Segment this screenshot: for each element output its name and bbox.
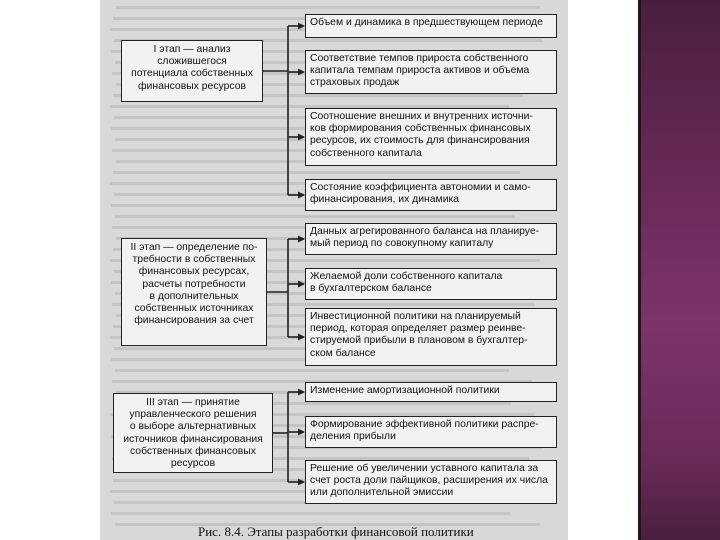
ghost-text-line	[113, 171, 520, 174]
factor-2-3: Инвестиционной политики на планируемый период, которая определяет размер реинве- стируемой прибыли в плановом в бухгалтер- ском балансе	[305, 308, 557, 366]
factor-3-2: Формирование эффективной политики распре- деления прибыли	[305, 416, 557, 448]
stage-2-box: II этап — определение по- требности в собственных финансовых ресурсах, расчеты потребности в дополнительных собственных источниках финансирования за счет	[121, 238, 267, 346]
decorative-side-strip	[638, 0, 720, 540]
factor-3-1: Изменение амортизационной политики	[305, 382, 557, 402]
figure-caption: Рис. 8.4. Этапы разработки финансовой политики	[198, 524, 474, 539]
stage-1-box: I этап — анализ сложившегося потенциала собственных финансовых ресурсов	[121, 40, 263, 102]
ghost-text-line	[115, 369, 509, 372]
stage-3-box: III этап — принятие управленческого решения о выборе альтернативных источников финансирования собственных финансовых ресурсов	[113, 393, 273, 473]
factor-3-3: Решение об увеличении уставного капитала за счет роста доли пайщиков, расширения их числа или дополнительной эмиссии	[305, 460, 557, 504]
factor-2-1: Данных агрегированного баланса на планируе- мый период по совокупному капиталу	[305, 223, 557, 255]
factor-1-3: Соотношение внешних и внутренних источни- ков формирования собственных финансовых ресурсов, их стоимость для финансирования собственного капитала	[305, 108, 557, 166]
ghost-text-line	[115, 215, 515, 218]
factor-1-1: Объем и динамика в предшествующем периоде	[305, 14, 557, 38]
ghost-text-line	[111, 512, 510, 515]
factor-1-2: Соответствие темпов прироста собственного капитала темпам прироста активов и объема страховых продаж	[305, 50, 557, 94]
factor-1-4: Состояние коэффициента автономии и само- финансирования, их динамика	[305, 179, 557, 211]
ghost-text-line	[116, 6, 540, 9]
factor-2-2: Желаемой доли собственного капитала в бухгалтерском балансе	[305, 268, 557, 300]
